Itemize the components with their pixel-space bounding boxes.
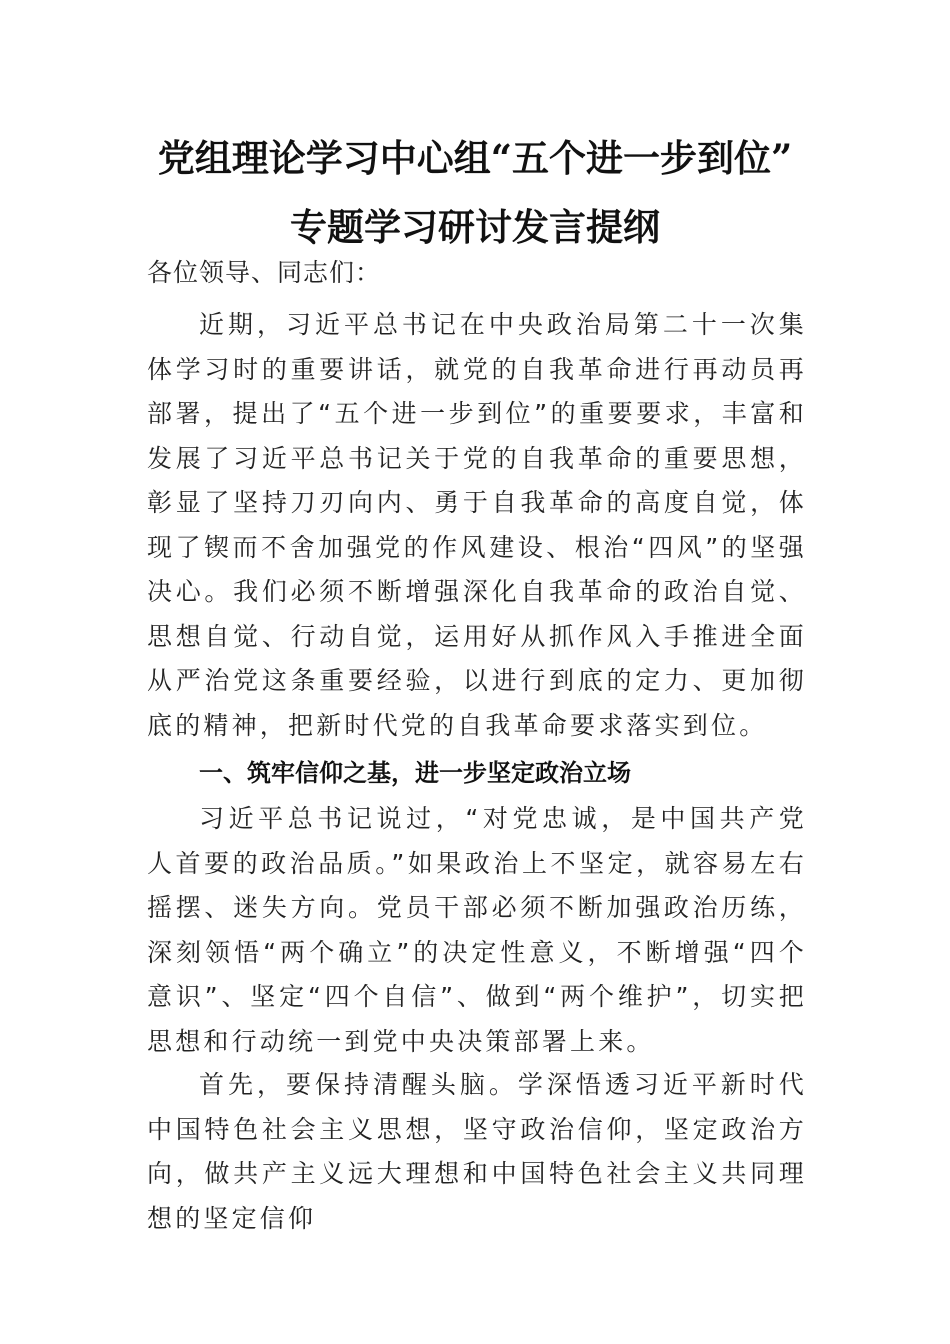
salutation: 各位领导、同志们： xyxy=(147,258,382,287)
section-1-paragraph-1: 习近平总书记说过，“对党忠诚，是中国共产党人首要的政治品质。”如果政治上不坚定，就容易左右摇摆、迷失方向。党员干部必须不断加强政治历练，深刻领悟“两个确立”的决定性意义，不断增强“四个意识”、坚定“四个自信”、做到“两个维护”，切实把思想和行动统一到党中央决策部署上来。 xyxy=(147,804,807,1056)
document-title-line-1: 党组理论学习中心组“五个进一步到位” xyxy=(157,136,793,180)
intro-paragraph-block xyxy=(147,303,807,748)
section-1-heading: 一、筑牢信仰之基，进一步坚定政治立场 xyxy=(199,759,631,787)
section-1-paragraph-2: 首先，要保持清醒头脑。学深悟透习近平新时代中国特色社会主义思想，坚守政治信仰，坚定政治方向，做共产主义远大理想和中国特色社会主义共同理想的坚定信仰 xyxy=(147,1070,807,1233)
section-1-paragraph-1-block xyxy=(147,797,807,1064)
section-1-paragraph-2-block xyxy=(147,1063,807,1241)
intro-paragraph: 近期，习近平总书记在中央政治局第二十一次集体学习时的重要讲话，就党的自我革命进行再动员再部署，提出了“五个进一步到位”的重要要求，丰富和发展了习近平总书记关于党的自我革命的重要思想，彰显了坚持刀刃向内、勇于自我革命的高度自觉，体现了锲而不舍加强党的作风建设、根治“四风”的坚强决心。我们必须不断增强深化自我革命的政治自觉、思想自觉、行动自觉，运用好从抓作风入手推进全面从严治党这条重要经验，以进行到底的定力、更加彻底的精神，把新时代党的自我革命要求落实到位。 xyxy=(147,310,807,740)
document-title-line-2: 专题学习研讨发言提纲 xyxy=(290,205,660,249)
